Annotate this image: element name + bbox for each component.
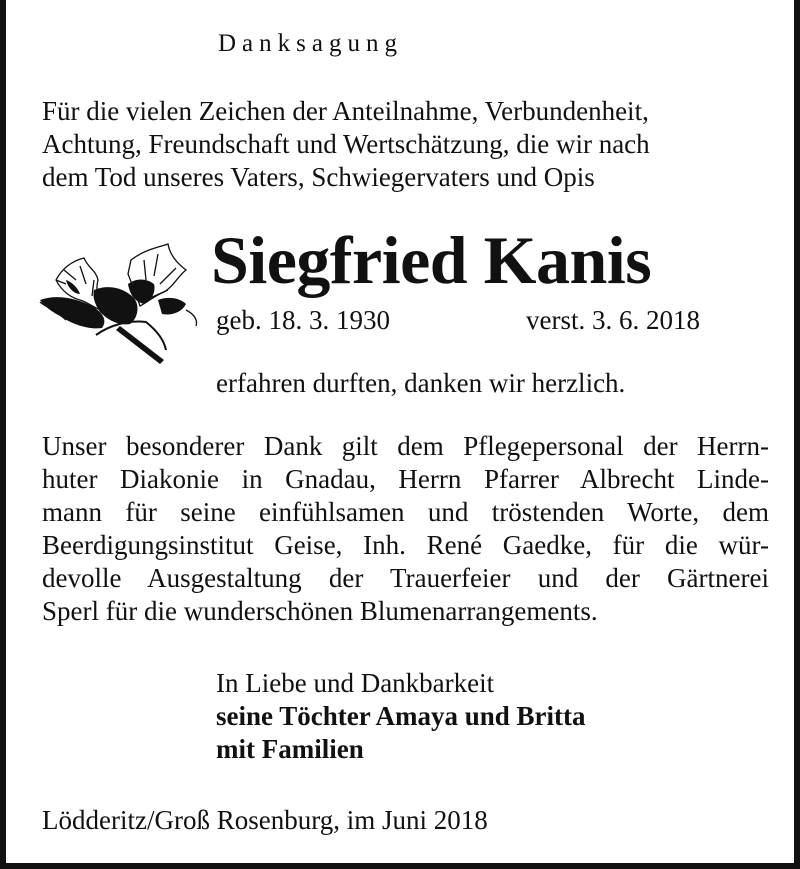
thanks-line: Sperl für die wunderschönen Blumenarrangements. [42,596,598,626]
intro-line: Achtung, Freundschaft und Wertschätzung, die wir nach [42,129,650,159]
thanks-line: huter Diakonie in Gnadau, Herrn Pfarrer Albrecht Linde- [42,464,769,494]
thanks-line: Unser besonderer Dank gilt dem Pflegepersonal der Herrn- [42,431,769,461]
birth-date: geb. 18. 3. 1930 [216,305,390,335]
received-line: erfahren durften, danken wir herzlich. [216,368,626,398]
death-date: verst. 3. 6. 2018 [526,305,700,335]
thanks-text [42,430,769,628]
intro-line: dem Tod unseres Vaters, Schwiegervaters und Opis [42,162,595,192]
closing-block [216,667,586,766]
intro-text [42,95,650,194]
place-date: Lödderitz/Groß Rosenburg, im Juni 2018 [42,805,488,835]
intro-line: Für die vielen Zeichen der Anteilnahme, Verbundenheit, [42,96,649,126]
closing-line: In Liebe und Dankbarkeit [216,668,495,698]
signatory-line: seine Töchter Amaya und Britta [216,701,586,731]
deceased-name: Siegfried Kanis [211,222,652,298]
thanks-line: Beerdigungsinstitut Geise, Inh. René Gaedke, für die wür- [42,530,769,560]
oak-leaf-icon [36,240,201,365]
thanks-line: devolle Ausgestaltung der Trauerfeier und der Gärtnerei [42,563,769,593]
notice-heading: Danksagung [218,30,403,57]
thanks-line: mann für seine einfühlsamen und tröstenden Worte, dem [42,497,769,527]
signatory-line: mit Familien [216,734,364,764]
